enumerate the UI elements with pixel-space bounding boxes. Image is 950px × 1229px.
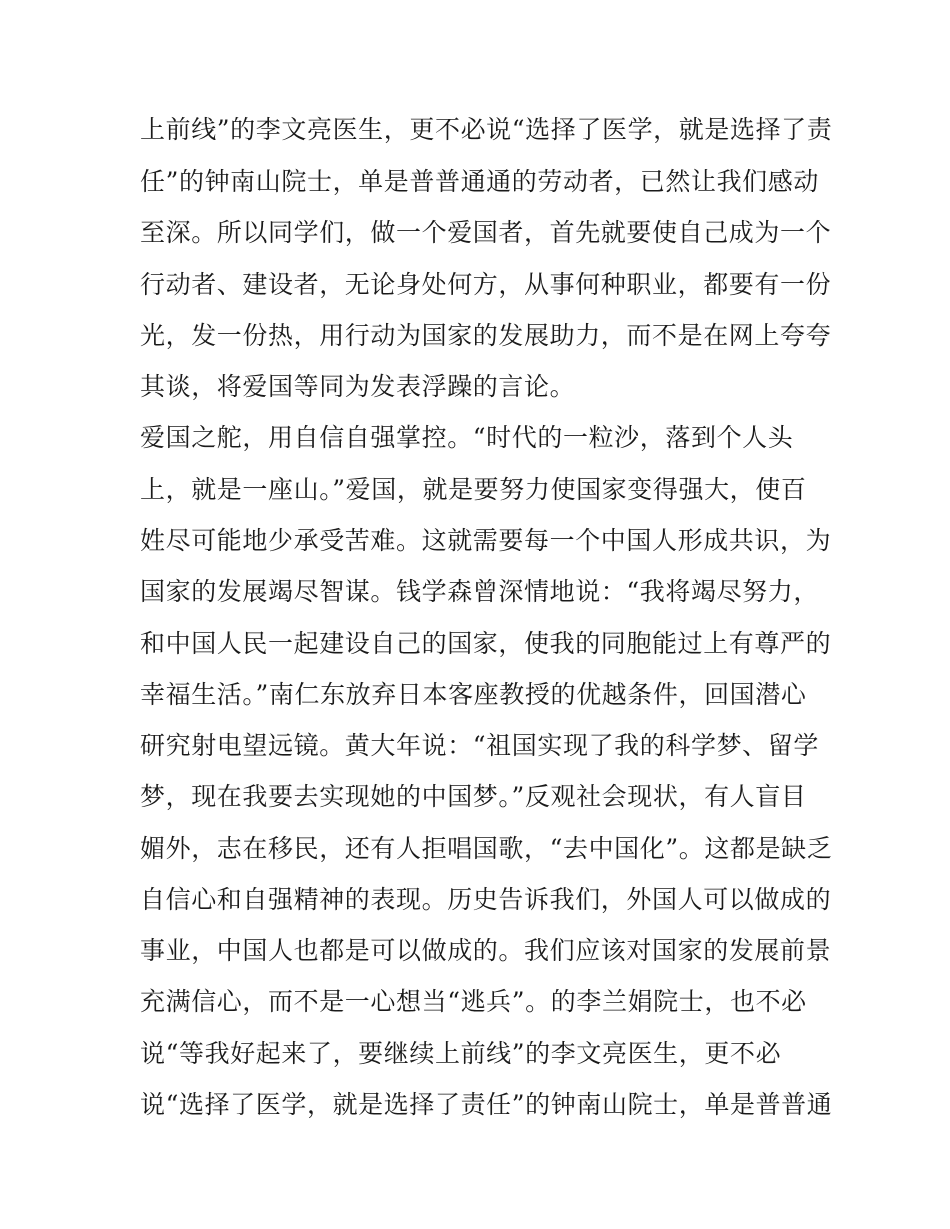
- text-line: 说“等我好起来了，要继续上前线”的李文亮医生，更不必: [140, 1039, 782, 1068]
- text-line: 研究射电望远镜。黄大年说：“祖国实现了我的科学梦、留学: [140, 731, 819, 760]
- text-line: 说“选择了医学，就是选择了责任”的钟南山院士，单是普普通: [140, 1090, 833, 1119]
- text-line: 和中国人民一起建设自己的国家，使我的同胞能过上有尊严的: [140, 629, 832, 658]
- text-line: 至深。所以同学们，做一个爱国者，首先就要使自己成为一个: [140, 218, 832, 247]
- text-line: 幸福生活。”南仁东放弃日本客座教授的优越条件，回国潜心: [140, 680, 807, 709]
- paragraph-start-line: 爱国之舵，用自信自强掌控。“时代的一粒沙，落到个人头: [140, 423, 794, 452]
- text-line: 媚外，志在移民，还有人拒唱国歌，“去中国化”。这都是缺乏: [140, 834, 833, 863]
- text-line: 国家的发展竭尽智谋。钱学森曾深情地说：“我将竭尽努力，: [140, 577, 819, 606]
- text-line: 事业，中国人也都是可以做成的。我们应该对国家的发展前景: [140, 936, 832, 965]
- text-line: 充满信心，而不是一心想当“逃兵”。的李兰娟院士，也不必: [140, 987, 807, 1016]
- text-line: 任”的钟南山院士，单是普普通通的劳动者，已然让我们感动: [140, 167, 819, 196]
- text-line: 其谈，将爱国等同为发表浮躁的言论。: [140, 372, 576, 401]
- text-line: 光，发一份热，用行动为国家的发展助力，而不是在网上夸夸: [140, 321, 832, 350]
- text-line: 自信心和自强精神的表现。历史告诉我们，外国人可以做成的: [140, 885, 832, 914]
- text-line: 行动者、建设者，无论身处何方，从事何种职业，都要有一份: [140, 270, 832, 299]
- text-line: 姓尽可能地少承受苦难。这就需要每一个中国人形成共识，为: [140, 526, 832, 555]
- text-line: 上前线”的李文亮医生，更不必说“选择了医学，就是选择了责: [140, 115, 833, 144]
- text-line: 梦，现在我要去实现她的中国梦。”反观社会现状，有人盲目: [140, 782, 807, 811]
- text-line: 上，就是一座山。”爱国，就是要努力使国家变得强大，使百: [140, 475, 807, 504]
